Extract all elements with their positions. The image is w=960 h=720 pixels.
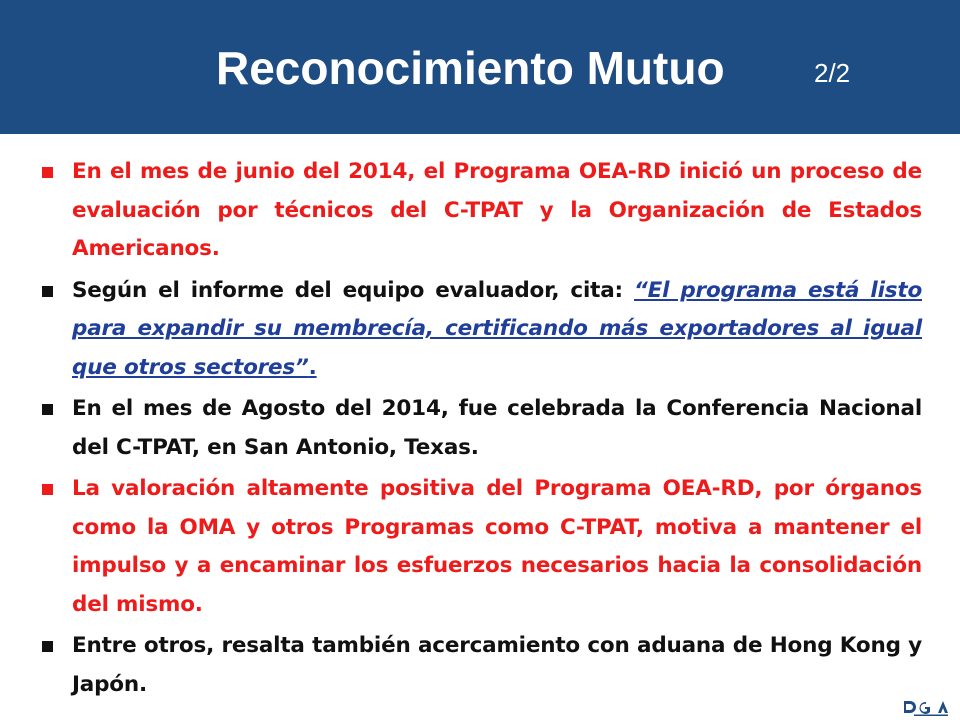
dga-logo-icon (902, 699, 954, 717)
square-bullet-icon (42, 167, 53, 178)
bullet-text: En el mes de junio del 2014, el Programa OEA-RD inició un proceso de evaluación por técnicos del C-TPAT y la Organización de Estados Americanos. (72, 159, 922, 261)
bullet-item-hong-kong-japan (42, 627, 922, 704)
square-bullet-icon (42, 484, 53, 495)
bullet-text: Según el informe del equipo evaluador, cita: (72, 277, 634, 303)
bullet-list (42, 153, 922, 707)
bullet-text: En el mes de Agosto del 2014, fue celebrada la Conferencia Nacional del C-TPAT, en San Antonio, Texas. (72, 396, 922, 460)
bullet-item-valuation (42, 470, 922, 624)
evaluator-quote: “El programa está listo para expandir su membrecía, certificando más exportadores al igual que otros sectores” (72, 277, 923, 380)
quote-period: . (308, 354, 317, 380)
square-bullet-icon (42, 641, 53, 652)
bullet-item-conference (42, 390, 922, 467)
bullet-item-evaluation (42, 153, 922, 269)
page-counter: 2/2 (814, 58, 851, 88)
bullet-text: Entre otros, resalta también acercamiento con aduana de Hong Kong y Japón. (72, 633, 922, 697)
square-bullet-icon (42, 404, 53, 415)
square-bullet-icon (42, 286, 53, 297)
bullet-text: La valoración altamente positiva del Programa OEA-RD, por órganos como la OMA y otros Programas como C-TPAT, motiva a mantener el impulso y a encaminar los esfuerzos necesarios hacia la consolidación del mismo. (72, 476, 922, 617)
page-title: Reconocimiento Mutuo (216, 42, 725, 94)
bullet-item-report-quote (42, 272, 922, 388)
